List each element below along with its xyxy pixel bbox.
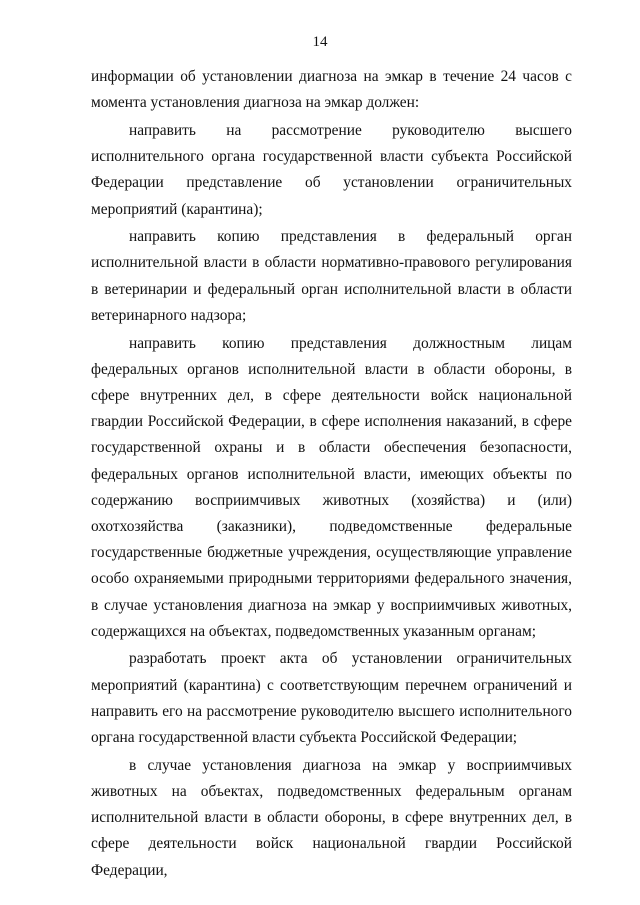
paragraph-diagnosis-on-objects: в случае установления диагноза на эмкар у восприимчивых животных на объектах, подведомственных федеральным органам исполнительной власти в области обороны, в сфере внутренних дел, в сфере деятельности войск национальной гвардии Российской Федерации, [91, 756, 572, 879]
paragraph-send-representation: направить на рассмотрение руководителю высшего исполнительного органа государственной власти субъекта Российской Федерации представление об установлении ограничительных мероприятий (карантина); [91, 121, 572, 218]
paragraph-continuation: информации об установлении диагноза на эмкар в течение 24 часов с момента установления диагноза на эмкар должен: [91, 68, 572, 112]
paragraph-send-copy-vet-authorities: направить копию представления в федеральный орган исполнительной власти в области нормативно-правового регулирования в ветеринарии и федеральный орган исполнительной власти в области ветеринарного надзора; [91, 228, 572, 324]
paragraph-draft-act: разработать проект акта об установлении ограничительных мероприятий (карантина) с соответствующим перечнем ограничений и направить его на рассмотрение руководителю высшего исполнительного органа государственной власти субъекта Российской Федерации; [91, 650, 572, 747]
document-body [91, 64, 572, 884]
page-number: 14 [312, 34, 328, 50]
paragraph-send-copy-officials: направить копию представления должностным лицам федеральных органов исполнительной власти в области обороны, в сфере внутренних дел, в сфере деятельности войск национальной гвардии Российской Федерации, в сфере исполнения наказаний, в сфере государственной охраны и в области обеспечения безопасности, федеральных органов исполнительной власти, имеющих объекты по содержанию восприимчивых животных (хозяйства) и (или) охотхозяйства (заказники), подведомственные федеральные государственные бюджетные учреждения, осуществляющие управление особо охраняемыми природными территориями федерального значения, в случае установления диагноза на эмкар у восприимчивых животных, содержащихся на объектах, подведомственных указанным органам; [91, 334, 572, 640]
